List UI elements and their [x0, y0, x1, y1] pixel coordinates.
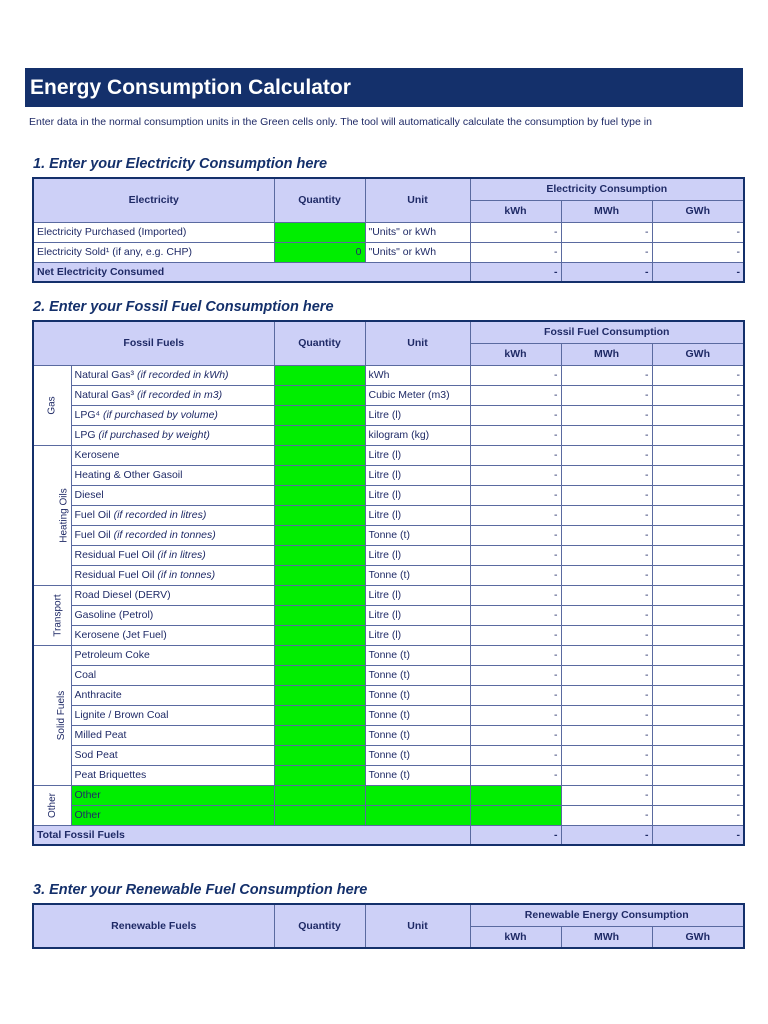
kwh-value: -: [470, 665, 561, 685]
col-header-group: Electricity Consumption: [470, 178, 744, 200]
table-row: [33, 685, 744, 705]
col-header-gwh: GWh: [652, 926, 744, 948]
group-label: Transport: [52, 594, 64, 637]
mwh-value: -: [561, 645, 652, 665]
table-row: [33, 585, 744, 605]
electricity-table: [32, 177, 745, 283]
row-label: [71, 385, 274, 405]
fuel-note: (if recorded in kWh): [134, 369, 229, 381]
quantity-input[interactable]: [274, 585, 365, 605]
row-label: Electricity Purchased (Imported): [33, 222, 274, 242]
quantity-input[interactable]: [274, 725, 365, 745]
row-label: [71, 745, 274, 765]
group-label: Other: [46, 792, 58, 819]
col-header-unit: Unit: [365, 321, 470, 365]
unit-cell: Tonne (t): [365, 765, 470, 785]
row-label: [71, 625, 274, 645]
col-header-item: Fossil Fuels: [33, 321, 274, 365]
kwh-value[interactable]: [470, 785, 561, 805]
gwh-value: -: [652, 725, 744, 745]
mwh-value: -: [561, 685, 652, 705]
group-label-cell: [33, 585, 71, 645]
unit-cell: Litre (l): [365, 545, 470, 565]
fuel-name: Lignite / Brown Coal: [74, 709, 169, 721]
fuel-name: Diesel: [74, 489, 104, 501]
row-label: [71, 565, 274, 585]
fossil-fuel-table: [32, 320, 745, 846]
group-label-cell: [33, 365, 71, 445]
quantity-input[interactable]: [274, 485, 365, 505]
unit-cell: Litre (l): [365, 485, 470, 505]
table-row: [33, 665, 744, 685]
mwh-value: -: [561, 385, 652, 405]
col-header-unit: Unit: [365, 178, 470, 222]
group-label: Solid Fuels: [56, 690, 68, 741]
total-gwh-value: -: [652, 262, 744, 282]
table-row: [33, 545, 744, 565]
kwh-value: -: [470, 425, 561, 445]
gwh-value: -: [652, 465, 744, 485]
unit-cell: Litre (l): [365, 445, 470, 465]
kwh-value: -: [470, 445, 561, 465]
mwh-value: -: [561, 565, 652, 585]
table-row: [33, 725, 744, 745]
total-gwh-value: -: [652, 825, 744, 845]
quantity-input[interactable]: [274, 665, 365, 685]
gwh-value: -: [652, 425, 744, 445]
unit-cell: Tonne (t): [365, 745, 470, 765]
mwh-value: -: [561, 785, 652, 805]
total-mwh-value: -: [561, 825, 652, 845]
fuel-note: (if recorded in tonnes): [110, 529, 216, 541]
row-label: [71, 605, 274, 625]
fuel-name: Gasoline (Petrol): [74, 609, 154, 621]
col-header-mwh: MWh: [561, 343, 652, 365]
kwh-value: -: [470, 585, 561, 605]
kwh-value: -: [470, 765, 561, 785]
kwh-value: -: [470, 725, 561, 745]
kwh-value: -: [470, 465, 561, 485]
quantity-input[interactable]: [274, 645, 365, 665]
kwh-value: -: [470, 242, 561, 262]
kwh-value: -: [470, 625, 561, 645]
fuel-name: LPG: [74, 429, 96, 441]
fuel-name: Fuel Oil: [74, 529, 111, 541]
quantity-input[interactable]: [274, 465, 365, 485]
table-row: [33, 805, 744, 825]
kwh-value[interactable]: [470, 805, 561, 825]
mwh-value: -: [561, 505, 652, 525]
fuel-note: (if in tonnes): [154, 569, 216, 581]
kwh-value: -: [470, 565, 561, 585]
row-label: [71, 525, 274, 545]
mwh-value: -: [561, 365, 652, 385]
mwh-value: -: [561, 625, 652, 645]
fuel-name: Other: [74, 809, 101, 821]
unit-cell: Litre (l): [365, 465, 470, 485]
fuel-name: Kerosene: [74, 449, 120, 461]
gwh-value: -: [652, 505, 744, 525]
kwh-value: -: [470, 685, 561, 705]
mwh-value: -: [561, 725, 652, 745]
quantity-input[interactable]: [274, 565, 365, 585]
row-label[interactable]: [71, 785, 274, 805]
mwh-value: -: [561, 585, 652, 605]
table-row: [33, 242, 744, 262]
table-row: [33, 565, 744, 585]
table-row: [33, 645, 744, 665]
quantity-input[interactable]: [274, 405, 365, 425]
gwh-value: -: [652, 365, 744, 385]
group-label-cell: [33, 645, 71, 785]
quantity-input[interactable]: [274, 505, 365, 525]
row-label: [71, 665, 274, 685]
kwh-value: -: [470, 385, 561, 405]
unit-cell[interactable]: [365, 785, 470, 805]
total-kwh-value: -: [470, 825, 561, 845]
section1-heading: 1. Enter your Electricity Consumption here: [33, 156, 328, 172]
row-label: [71, 705, 274, 725]
row-label[interactable]: [71, 805, 274, 825]
gwh-value: -: [652, 785, 744, 805]
mwh-value: -: [561, 765, 652, 785]
mwh-value: -: [561, 405, 652, 425]
quantity-input[interactable]: [274, 765, 365, 785]
unit-cell: Litre (l): [365, 405, 470, 425]
col-header-quantity: Quantity: [274, 904, 365, 948]
quantity-input[interactable]: [274, 785, 365, 805]
kwh-value: -: [470, 745, 561, 765]
quantity-input[interactable]: [274, 445, 365, 465]
row-label: [71, 545, 274, 565]
fuel-name: Coal: [74, 669, 97, 681]
gwh-value: -: [652, 645, 744, 665]
row-label: [71, 485, 274, 505]
gwh-value: -: [652, 745, 744, 765]
gwh-value: -: [652, 605, 744, 625]
mwh-value: -: [561, 705, 652, 725]
row-label: [71, 765, 274, 785]
kwh-value: -: [470, 605, 561, 625]
row-label: Electricity Sold¹ (if any, e.g. CHP): [33, 242, 274, 262]
mwh-value: -: [561, 445, 652, 465]
col-header-mwh: MWh: [561, 926, 652, 948]
mwh-value: -: [561, 425, 652, 445]
gwh-value: -: [652, 485, 744, 505]
quantity-input[interactable]: [274, 525, 365, 545]
unit-cell: Tonne (t): [365, 725, 470, 745]
kwh-value: -: [470, 645, 561, 665]
unit-cell: kilogram (kg): [365, 425, 470, 445]
quantity-input[interactable]: [274, 625, 365, 645]
gwh-value: -: [652, 405, 744, 425]
table-row: [33, 705, 744, 725]
gwh-value: -: [652, 665, 744, 685]
table-row: [33, 505, 744, 525]
fuel-name: Natural Gas³: [74, 369, 135, 381]
fuel-name: Anthracite: [74, 689, 122, 701]
mwh-value: -: [561, 805, 652, 825]
fuel-name: Residual Fuel Oil: [74, 549, 155, 561]
quantity-input[interactable]: [274, 605, 365, 625]
table-row: [33, 605, 744, 625]
gwh-value: -: [652, 242, 744, 262]
col-header-group: Renewable Energy Consumption: [470, 904, 744, 926]
fuel-name: Petroleum Coke: [74, 649, 150, 661]
row-label: [71, 585, 274, 605]
gwh-value: -: [652, 222, 744, 242]
fuel-name: Milled Peat: [74, 729, 127, 741]
table-row: [33, 365, 744, 385]
gwh-value: -: [652, 545, 744, 565]
unit-cell: Litre (l): [365, 505, 470, 525]
quantity-input[interactable]: [274, 222, 365, 242]
kwh-value: -: [470, 505, 561, 525]
fuel-note: (if purchased by volume): [100, 409, 218, 421]
row-label: [71, 645, 274, 665]
col-header-item: Renewable Fuels: [33, 904, 274, 948]
fuel-name: Kerosene (Jet Fuel): [74, 629, 167, 641]
table-row: [33, 405, 744, 425]
table-row: [33, 465, 744, 485]
section2-heading: 2. Enter your Fossil Fuel Consumption here: [33, 299, 334, 315]
page-title: Energy Consumption Calculator: [25, 68, 743, 107]
fuel-name: Natural Gas³: [74, 389, 135, 401]
mwh-value: -: [561, 665, 652, 685]
mwh-value: -: [561, 545, 652, 565]
col-header-unit: Unit: [365, 904, 470, 948]
quantity-input[interactable]: [274, 545, 365, 565]
quantity-input[interactable]: [274, 805, 365, 825]
mwh-value: -: [561, 525, 652, 545]
col-header-gwh: GWh: [652, 200, 744, 222]
gwh-value: -: [652, 445, 744, 465]
unit-cell: Tonne (t): [365, 685, 470, 705]
mwh-value: -: [561, 465, 652, 485]
mwh-value: -: [561, 242, 652, 262]
unit-cell: kWh: [365, 365, 470, 385]
kwh-value: -: [470, 365, 561, 385]
group-label-cell: [33, 445, 71, 585]
table-row: [33, 385, 744, 405]
mwh-value: -: [561, 485, 652, 505]
unit-cell: Tonne (t): [365, 665, 470, 685]
fuel-name: Other: [74, 789, 101, 801]
unit-cell: Tonne (t): [365, 565, 470, 585]
row-label: [71, 465, 274, 485]
total-kwh-value: -: [470, 262, 561, 282]
unit-cell: Tonne (t): [365, 525, 470, 545]
intro-text: Enter data in the normal consumption units in the Green cells only. The tool will automatically calculate the consumption by fuel type in: [29, 116, 652, 128]
quantity-input[interactable]: [274, 365, 365, 385]
gwh-value: -: [652, 765, 744, 785]
mwh-value: -: [561, 605, 652, 625]
quantity-input[interactable]: [274, 705, 365, 725]
table-row: [33, 785, 744, 805]
mwh-value: -: [561, 222, 652, 242]
row-label: [71, 685, 274, 705]
fuel-note: (if recorded in litres): [110, 509, 207, 521]
kwh-value: -: [470, 222, 561, 242]
gwh-value: -: [652, 385, 744, 405]
total-mwh-value: -: [561, 262, 652, 282]
kwh-value: -: [470, 705, 561, 725]
fuel-note: (if in litres): [154, 549, 206, 561]
quantity-input[interactable]: [274, 745, 365, 765]
row-label: [71, 365, 274, 385]
quantity-input[interactable]: [274, 425, 365, 445]
quantity-input[interactable]: 0: [274, 242, 365, 262]
total-row: [33, 262, 744, 282]
gwh-value: -: [652, 805, 744, 825]
quantity-input[interactable]: [274, 385, 365, 405]
row-label: [71, 505, 274, 525]
unit-cell: "Units" or kWh: [365, 222, 470, 242]
fuel-name: Heating & Other Gasoil: [74, 469, 183, 481]
table-row: [33, 745, 744, 765]
col-header-item: Electricity: [33, 178, 274, 222]
gwh-value: -: [652, 565, 744, 585]
unit-cell: Litre (l): [365, 605, 470, 625]
unit-cell[interactable]: [365, 805, 470, 825]
table-row: [33, 525, 744, 545]
kwh-value: -: [470, 525, 561, 545]
renewable-table: [32, 903, 745, 949]
fuel-note: (if recorded in m3): [134, 389, 223, 401]
row-label: [71, 445, 274, 465]
fuel-name: Road Diesel (DERV): [74, 589, 171, 601]
col-header-kwh: kWh: [470, 926, 561, 948]
kwh-value: -: [470, 405, 561, 425]
section3-heading: 3. Enter your Renewable Fuel Consumption here: [33, 882, 368, 898]
col-header-quantity: Quantity: [274, 321, 365, 365]
group-label: Heating Oils: [58, 488, 70, 543]
unit-cell: Tonne (t): [365, 705, 470, 725]
table-row: [33, 485, 744, 505]
row-label: [71, 425, 274, 445]
unit-cell: Cubic Meter (m3): [365, 385, 470, 405]
kwh-value: -: [470, 485, 561, 505]
col-header-mwh: MWh: [561, 200, 652, 222]
row-label: [71, 405, 274, 425]
group-label: Gas: [46, 396, 58, 415]
table-row: [33, 625, 744, 645]
col-header-group: Fossil Fuel Consumption: [470, 321, 744, 343]
col-header-quantity: Quantity: [274, 178, 365, 222]
col-header-kwh: kWh: [470, 200, 561, 222]
fuel-note: (if purchased by weight): [95, 429, 210, 441]
table-row: [33, 425, 744, 445]
fuel-name: Fuel Oil: [74, 509, 111, 521]
col-header-gwh: GWh: [652, 343, 744, 365]
quantity-input[interactable]: [274, 685, 365, 705]
group-label-cell: [33, 785, 71, 825]
gwh-value: -: [652, 705, 744, 725]
table-row: [33, 445, 744, 465]
unit-cell: Litre (l): [365, 625, 470, 645]
gwh-value: -: [652, 585, 744, 605]
col-header-kwh: kWh: [470, 343, 561, 365]
unit-cell: Tonne (t): [365, 645, 470, 665]
table-row: [33, 765, 744, 785]
gwh-value: -: [652, 685, 744, 705]
gwh-value: -: [652, 625, 744, 645]
fuel-name: Sod Peat: [74, 749, 118, 761]
total-label: Net Electricity Consumed: [33, 262, 470, 282]
unit-cell: Litre (l): [365, 585, 470, 605]
kwh-value: -: [470, 545, 561, 565]
total-label: Total Fossil Fuels: [33, 825, 470, 845]
row-label: [71, 725, 274, 745]
unit-cell: "Units" or kWh: [365, 242, 470, 262]
fuel-name: Residual Fuel Oil: [74, 569, 155, 581]
total-row: [33, 825, 744, 845]
gwh-value: -: [652, 525, 744, 545]
mwh-value: -: [561, 745, 652, 765]
fuel-name: LPG⁴: [74, 409, 101, 421]
table-row: [33, 222, 744, 242]
fuel-name: Peat Briquettes: [74, 769, 147, 781]
